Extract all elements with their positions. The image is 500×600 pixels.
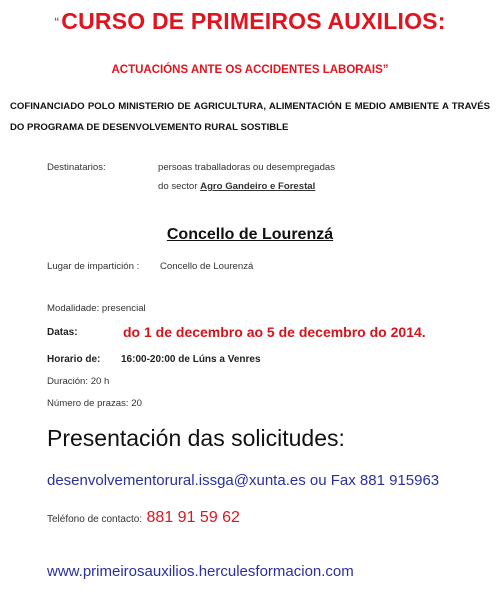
fax-text: ou Fax 881 915963: [309, 472, 440, 489]
destinatarios-label: Destinatarios:: [47, 162, 106, 173]
lugar-label: Lugar de impartición :: [47, 261, 140, 272]
sector-name: Agro Gandeiro e Forestal: [200, 181, 316, 192]
destinatarios-line1: persoas traballadoras ou desempregadas: [158, 162, 336, 173]
contact-line: [47, 472, 439, 489]
website-link[interactable]: www.primeirosauxilios.herculesformacion.com: [47, 563, 354, 580]
email-link[interactable]: desenvolvementorural.issga@xunta.es: [47, 472, 306, 489]
horario-label: Horario de:: [47, 354, 101, 365]
concello-heading: Concello de Lourenzá: [166, 226, 334, 243]
opening-quote: “: [54, 14, 60, 30]
destinatarios-line2: [158, 181, 315, 192]
presentacion-heading: Presentación das solicitudes:: [47, 425, 345, 451]
phone-number[interactable]: 881 91 59 62: [146, 509, 240, 526]
destinatarios-line2-prefix: do sector: [158, 181, 198, 192]
datas-label: Datas:: [47, 327, 78, 338]
duracion-text: Duración: 20 h: [47, 376, 110, 387]
horario-value: 16:00-20:00 de Lúns a Venres: [121, 354, 261, 365]
modalidade-text: Modalidade: presencial: [47, 303, 146, 314]
phone-line: [47, 509, 240, 527]
phone-label: Teléfono de contacto:: [47, 514, 143, 525]
cofinanced-statement: COFINANCIADO POLO MINISTERIO DE AGRICULTURA, ALIMENTACIÓN E MEDIO AMBIENTE A TRAVÉS DO PROGRAMA DE DESENVOLVEMENTO RURAL SOSTIBLE: [10, 101, 490, 133]
prazas-text: Número de prazas: 20: [47, 398, 142, 409]
datas-value: do 1 de decembro ao 5 de decembro do 2014.: [123, 324, 426, 340]
lugar-value: Concello de Lourenzá: [160, 261, 254, 272]
course-title: [0, 8, 500, 35]
course-subtitle: ACTUACIÓNS ANTE OS ACCIDENTES LABORAIS”: [111, 64, 389, 76]
course-title-text: CURSO DE PRIMEIROS AUXILIOS:: [61, 8, 446, 34]
